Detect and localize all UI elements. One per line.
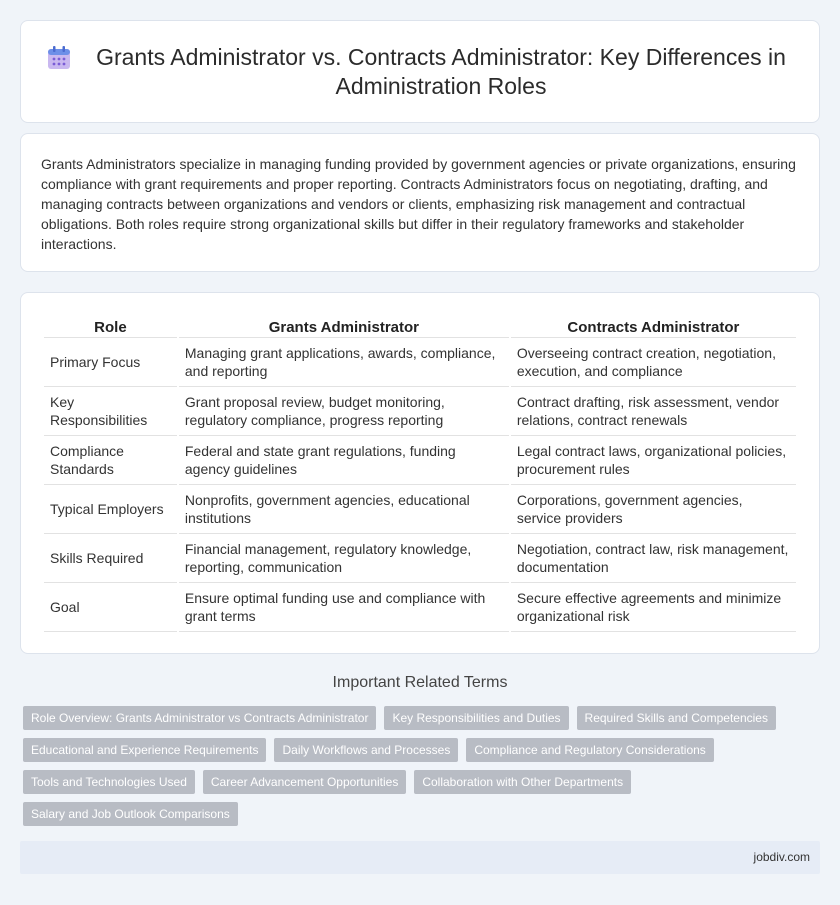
table-row <box>44 387 796 436</box>
related-term-tag[interactable]: Salary and Job Outlook Comparisons <box>23 802 238 826</box>
related-term-tag[interactable]: Key Responsibilities and Duties <box>384 706 568 730</box>
row-role: Primary Focus <box>44 338 177 387</box>
related-term-tag[interactable]: Career Advancement Opportunities <box>203 770 406 794</box>
row-contracts: Corporations, government agencies, service providers <box>511 485 796 534</box>
row-grants: Managing grant applications, awards, compliance, and reporting <box>179 338 509 387</box>
row-grants: Federal and state grant regulations, funding agency guidelines <box>179 436 509 485</box>
related-term-tag[interactable]: Tools and Technologies Used <box>23 770 195 794</box>
header-role: Role <box>44 314 177 338</box>
footer-site-link[interactable]: jobdiv.com <box>753 850 810 864</box>
table-row <box>44 338 796 387</box>
related-term-tag[interactable]: Compliance and Regulatory Considerations <box>466 738 713 762</box>
related-terms-title: Important Related Terms <box>332 674 508 691</box>
row-contracts: Overseeing contract creation, negotiation, execution, and compliance <box>511 338 796 387</box>
comparison-card <box>20 292 820 654</box>
row-role: Key Responsibilities <box>44 387 177 436</box>
row-role: Compliance Standards <box>44 436 177 485</box>
related-term-tag[interactable]: Daily Workflows and Processes <box>274 738 458 762</box>
row-grants: Grant proposal review, budget monitoring, regulatory compliance, progress reporting <box>179 387 509 436</box>
header-contracts: Contracts Administrator <box>511 314 796 338</box>
row-role: Skills Required <box>44 534 177 583</box>
intro-paragraph: Grants Administrators specialize in managing funding provided by government agencies or private organizations, ensuring compliance with grant requirements and proper reporting. Contracts Administrators focus on negotiating, drafting, and managing contracts between organizations and vendors or clients, emphasizing risk management and contractual obligations. Both roles require strong organizational skills but differ in their regulatory frameworks and stakeholder interactions. <box>41 156 796 252</box>
row-contracts: Contract drafting, risk assessment, vendor relations, contract renewals <box>511 387 796 436</box>
row-role: Goal <box>44 583 177 632</box>
related-term-tag[interactable]: Educational and Experience Requirements <box>23 738 266 762</box>
table-row <box>44 583 796 632</box>
header-grants: Grants Administrator <box>179 314 509 338</box>
intro-card <box>20 133 820 272</box>
row-grants: Financial management, regulatory knowledge, reporting, communication <box>179 534 509 583</box>
related-terms-list <box>23 706 823 826</box>
table-header-row <box>44 314 796 338</box>
comparison-table <box>42 314 798 632</box>
row-contracts: Legal contract laws, organizational policies, procurement rules <box>511 436 796 485</box>
related-term-tag[interactable]: Role Overview: Grants Administrator vs Contracts Administrator <box>23 706 376 730</box>
page-title: Grants Administrator vs. Contracts Administrator: Key Differences in Administration Roles <box>96 43 786 99</box>
row-role: Typical Employers <box>44 485 177 534</box>
table-row <box>44 485 796 534</box>
table-row <box>44 436 796 485</box>
calendar-icon <box>45 44 73 72</box>
row-contracts: Secure effective agreements and minimize organizational risk <box>511 583 796 632</box>
row-grants: Nonprofits, government agencies, educational institutions <box>179 485 509 534</box>
header-card <box>20 20 820 123</box>
footer <box>20 841 820 874</box>
related-term-tag[interactable]: Collaboration with Other Departments <box>414 770 631 794</box>
table-row <box>44 534 796 583</box>
row-contracts: Negotiation, contract law, risk management, documentation <box>511 534 796 583</box>
row-grants: Ensure optimal funding use and compliance with grant terms <box>179 583 509 632</box>
related-term-tag[interactable]: Required Skills and Competencies <box>577 706 776 730</box>
